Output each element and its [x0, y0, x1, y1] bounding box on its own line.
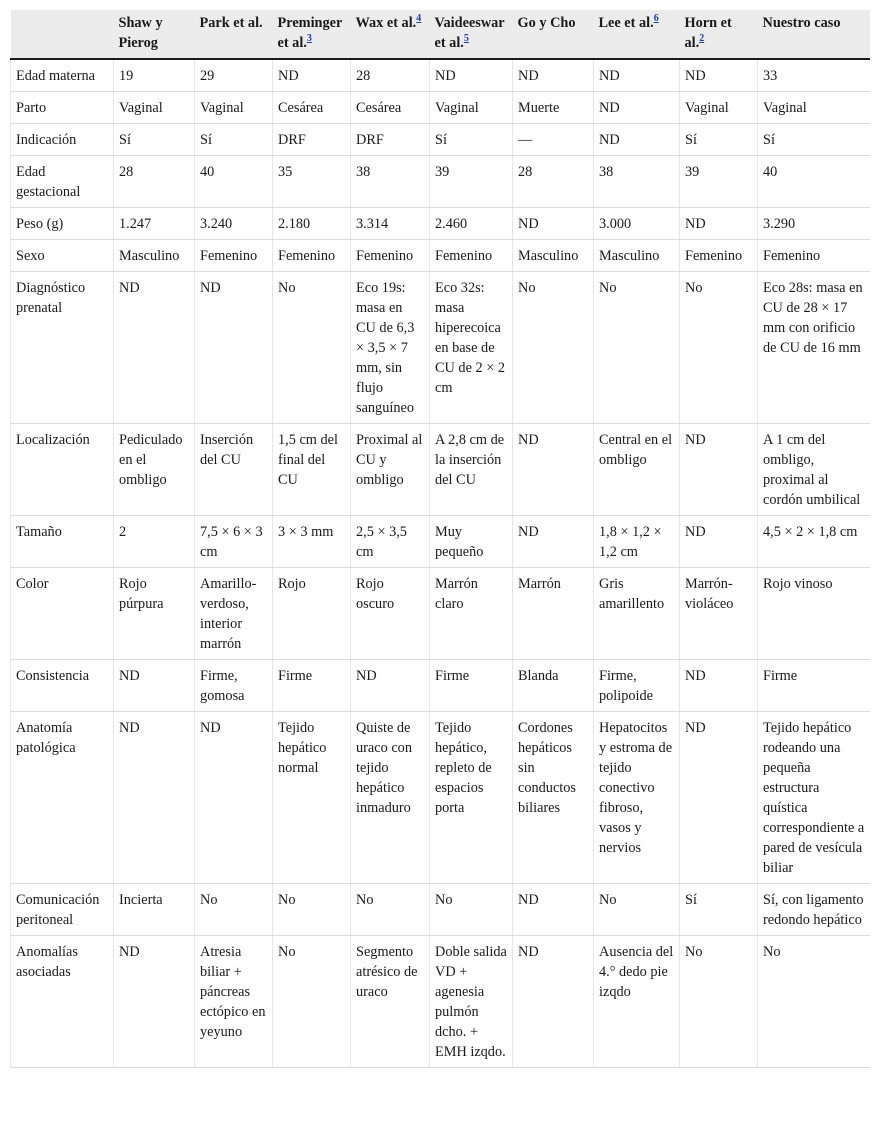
table-cell: No — [758, 936, 870, 1068]
table-cell: Incierta — [114, 884, 195, 936]
row-label-cell: Edad materna — [11, 59, 114, 92]
comparison-table-container — [10, 10, 869, 1068]
table-cell: Sí — [195, 124, 273, 156]
table-cell: — — [513, 124, 594, 156]
table-cell: ND — [513, 208, 594, 240]
table-cell: Segmento atrésico de uraco — [351, 936, 430, 1068]
table-cell: ND — [680, 59, 758, 92]
table-cell: No — [513, 272, 594, 424]
table-cell: ND — [680, 712, 758, 884]
table-cell: Cesárea — [273, 92, 351, 124]
table-cell: Proximal al CU y ombligo — [351, 424, 430, 516]
table-cell: ND — [195, 712, 273, 884]
table-cell: Eco 28s: masa en CU de 28 × 17 mm con orificio de CU de 16 mm — [758, 272, 870, 424]
table-cell: Femenino — [430, 240, 513, 272]
table-cell: Pediculado en el ombligo — [114, 424, 195, 516]
table-cell: Sí — [680, 884, 758, 936]
table-cell: 3.000 — [594, 208, 680, 240]
table-cell: ND — [273, 59, 351, 92]
table-cell: Eco 19s: masa en CU de 6,3 × 3,5 × 7 mm, sin flujo sanguíneo — [351, 272, 430, 424]
table-cell: Rojo púrpura — [114, 568, 195, 660]
table-cell: 33 — [758, 59, 870, 92]
table-cell: Ausencia del 4.° dedo pie izqdo — [594, 936, 680, 1068]
table-cell: No — [594, 272, 680, 424]
table-cell: Inserción del CU — [195, 424, 273, 516]
table-cell: 29 — [195, 59, 273, 92]
table-cell: Atresia biliar + páncreas ectópico en yeyuno — [195, 936, 273, 1068]
table-row-edad-gestacional — [11, 156, 870, 208]
row-label-cell: Peso (g) — [11, 208, 114, 240]
table-cell: Eco 32s: masa hiperecoica en base de CU de 2 × 2 cm — [430, 272, 513, 424]
comparison-table — [10, 10, 870, 1068]
header-cell-wax: Wax et al.$^4$ — [351, 10, 430, 59]
table-cell: Blanda — [513, 660, 594, 712]
table-cell: ND — [513, 516, 594, 568]
table-cell: 2,5 × 3,5 cm — [351, 516, 430, 568]
table-cell: 1,5 cm del final del CU — [273, 424, 351, 516]
table-cell: Gris amarillento — [594, 568, 680, 660]
table-cell: 39 — [680, 156, 758, 208]
table-cell: Tejido hepático, repleto de espacios porta — [430, 712, 513, 884]
ref-link-3[interactable]: 3 — [306, 33, 312, 45]
table-cell: Rojo vinoso — [758, 568, 870, 660]
table-row-parto — [11, 92, 870, 124]
table-cell: Firme — [430, 660, 513, 712]
table-cell: ND — [114, 936, 195, 1068]
table-cell: 38 — [351, 156, 430, 208]
table-cell: 40 — [758, 156, 870, 208]
table-row-localizacion — [11, 424, 870, 516]
table-row-peso — [11, 208, 870, 240]
table-cell: 2.180 — [273, 208, 351, 240]
table-cell: 39 — [430, 156, 513, 208]
header-cell-shaw-pierog: Shaw y Pierog — [114, 10, 195, 59]
table-cell: Marrón-violáceo — [680, 568, 758, 660]
table-cell: Sí — [758, 124, 870, 156]
table-cell: 40 — [195, 156, 273, 208]
row-label-cell: Localización — [11, 424, 114, 516]
row-label-cell: Anatomía patológica — [11, 712, 114, 884]
table-cell: Femenino — [195, 240, 273, 272]
table-cell: 1.247 — [114, 208, 195, 240]
table-cell: DRF — [351, 124, 430, 156]
table-cell: Masculino — [594, 240, 680, 272]
ref-link-2[interactable]: 2 — [699, 33, 705, 45]
table-cell: ND — [513, 424, 594, 516]
table-cell: ND — [594, 124, 680, 156]
table-cell: ND — [195, 272, 273, 424]
table-cell: Femenino — [273, 240, 351, 272]
table-cell: 28 — [351, 59, 430, 92]
table-cell: No — [351, 884, 430, 936]
table-cell: Masculino — [114, 240, 195, 272]
table-row-tamano — [11, 516, 870, 568]
table-cell: ND — [513, 59, 594, 92]
table-cell: Vaginal — [758, 92, 870, 124]
row-label-cell: Consistencia — [11, 660, 114, 712]
table-cell: 3 × 3 mm — [273, 516, 351, 568]
table-cell: No — [594, 884, 680, 936]
table-cell: Muerte — [513, 92, 594, 124]
table-cell: Cordones hepáticos sin conductos biliares — [513, 712, 594, 884]
ref-link-4[interactable]: 4 — [416, 13, 422, 25]
table-cell: 4,5 × 2 × 1,8 cm — [758, 516, 870, 568]
table-body — [11, 59, 870, 1068]
table-cell: Tejido hepático rodeando una pequeña estructura quística correspondiente a pared de vesícula biliar — [758, 712, 870, 884]
row-label-cell: Parto — [11, 92, 114, 124]
table-cell: ND — [114, 272, 195, 424]
table-row-diagnostico-prenatal — [11, 272, 870, 424]
row-label-cell: Sexo — [11, 240, 114, 272]
header-cell-go-cho: Go y Cho — [513, 10, 594, 59]
row-label-cell: Indicación — [11, 124, 114, 156]
row-label-cell: Tamaño — [11, 516, 114, 568]
table-cell: Masculino — [513, 240, 594, 272]
table-cell: Firme, gomosa — [195, 660, 273, 712]
table-cell: ND — [680, 424, 758, 516]
row-label-cell: Diagnóstico prenatal — [11, 272, 114, 424]
table-cell: No — [273, 272, 351, 424]
table-row-color — [11, 568, 870, 660]
table-cell: Marrón — [513, 568, 594, 660]
table-cell: Hepatocitos y estroma de tejido conectivo fibroso, vasos y nervios — [594, 712, 680, 884]
table-cell: Tejido hepático normal — [273, 712, 351, 884]
table-cell: No — [273, 936, 351, 1068]
header-cell-empty — [11, 10, 114, 59]
table-cell: Femenino — [680, 240, 758, 272]
table-row-anatomia-patologica — [11, 712, 870, 884]
ref-link-5[interactable]: 5 — [463, 33, 469, 45]
table-cell: 3.314 — [351, 208, 430, 240]
header-cell-preminger: Preminger et al.$^3$ — [273, 10, 351, 59]
table-cell: 35 — [273, 156, 351, 208]
table-cell: 2.460 — [430, 208, 513, 240]
table-cell: 1,8 × 1,2 × 1,2 cm — [594, 516, 680, 568]
table-cell: Firme — [758, 660, 870, 712]
header-cell-lee: Lee et al.$^6$ — [594, 10, 680, 59]
table-cell: 28 — [114, 156, 195, 208]
table-cell: Sí — [680, 124, 758, 156]
table-cell: A 1 cm del ombligo, proximal al cordón umbilical — [758, 424, 870, 516]
table-cell: ND — [513, 936, 594, 1068]
table-cell: Quiste de uraco con tejido hepático inmaduro — [351, 712, 430, 884]
table-cell: ND — [680, 208, 758, 240]
table-cell: 2 — [114, 516, 195, 568]
table-row-comunicacion-peritoneal — [11, 884, 870, 936]
table-cell: No — [273, 884, 351, 936]
table-cell: 7,5 × 6 × 3 cm — [195, 516, 273, 568]
table-cell: Muy pequeño — [430, 516, 513, 568]
row-label-cell: Edad gestacional — [11, 156, 114, 208]
table-cell: Femenino — [758, 240, 870, 272]
table-cell: 38 — [594, 156, 680, 208]
table-row-sexo — [11, 240, 870, 272]
table-cell: Rojo oscuro — [351, 568, 430, 660]
table-cell: Vaginal — [114, 92, 195, 124]
table-cell: ND — [680, 516, 758, 568]
table-cell: Cesárea — [351, 92, 430, 124]
header-cell-vaideeswar: Vaideeswar et al.$^5$ — [430, 10, 513, 59]
table-cell: 19 — [114, 59, 195, 92]
table-cell: Firme, polipoide — [594, 660, 680, 712]
header-cell-park: Park et al. — [195, 10, 273, 59]
ref-link-6[interactable]: 6 — [653, 13, 659, 25]
table-cell: DRF — [273, 124, 351, 156]
table-cell: 3.240 — [195, 208, 273, 240]
table-cell: A 2,8 cm de la inserción del CU — [430, 424, 513, 516]
row-label-cell: Color — [11, 568, 114, 660]
table-cell: Doble salida VD + agenesia pulmón dcho. + EMH izqdo. — [430, 936, 513, 1068]
table-cell: Vaginal — [195, 92, 273, 124]
table-cell: No — [195, 884, 273, 936]
header-cell-horn: Horn et al.$^2$ — [680, 10, 758, 59]
table-cell: Central en el ombligo — [594, 424, 680, 516]
table-cell: Marrón claro — [430, 568, 513, 660]
table-cell: ND — [430, 59, 513, 92]
table-cell: No — [430, 884, 513, 936]
table-cell: Firme — [273, 660, 351, 712]
table-row-consistencia — [11, 660, 870, 712]
table-cell: Vaginal — [430, 92, 513, 124]
table-cell: Amarillo-verdoso, interior marrón — [195, 568, 273, 660]
table-cell: ND — [594, 92, 680, 124]
table-row-indicacion — [11, 124, 870, 156]
table-cell: ND — [680, 660, 758, 712]
header-cell-nuestro-caso: Nuestro caso — [758, 10, 870, 59]
table-row-anomalias-asociadas — [11, 936, 870, 1068]
table-cell: Sí, con ligamento redondo hepático — [758, 884, 870, 936]
table-cell: ND — [114, 712, 195, 884]
row-label-cell: Comunicación peritoneal — [11, 884, 114, 936]
row-label-cell: Anomalías asociadas — [11, 936, 114, 1068]
table-cell: Femenino — [351, 240, 430, 272]
table-cell: Rojo — [273, 568, 351, 660]
table-cell: No — [680, 936, 758, 1068]
table-cell: Sí — [430, 124, 513, 156]
table-cell: 3.290 — [758, 208, 870, 240]
table-cell: 28 — [513, 156, 594, 208]
table-cell: ND — [114, 660, 195, 712]
table-row-edad-materna — [11, 59, 870, 92]
table-cell: Sí — [114, 124, 195, 156]
table-cell: ND — [351, 660, 430, 712]
table-cell: ND — [594, 59, 680, 92]
table-cell: No — [680, 272, 758, 424]
table-cell: Vaginal — [680, 92, 758, 124]
header-row — [11, 10, 870, 59]
table-cell: ND — [513, 884, 594, 936]
